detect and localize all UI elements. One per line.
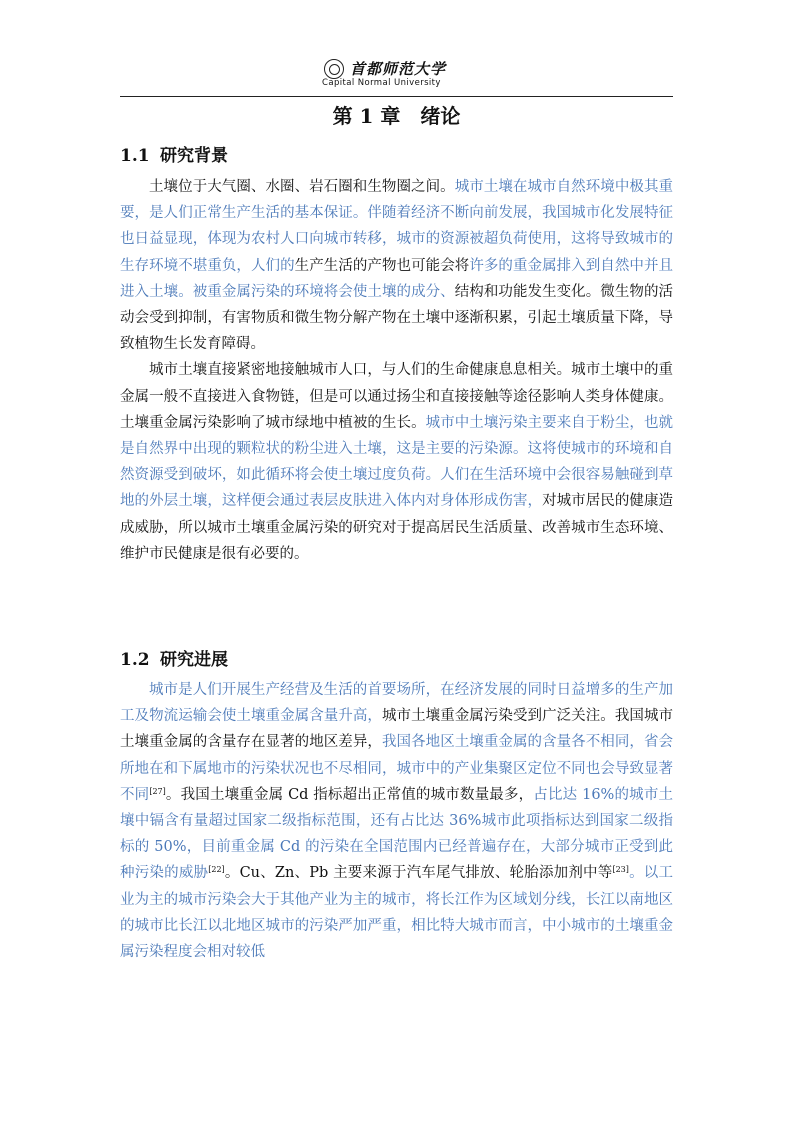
section-1-2-body	[120, 677, 673, 965]
text-run: 对城市居民的健康造成威胁，所以城市土壤重金属污染的研究对于提高居民生活质量、改善城市生态环境、维护市民健康是很有必要的。	[120, 493, 674, 562]
highlighted-text-run: 城市土壤在城市自然环境中极其重要，是人们正常生产生活的基本保证。伴随着经济不断向前发展，我国城市化发展特征也日益显现，体现为农村人口向城市转移，城市的资源被超负荷使用，这将导致城市的生存环境不堪重负，人们的	[120, 179, 674, 274]
citation-ref[interactable]: [23]	[612, 865, 629, 875]
text-run: 结构和功能发生变化。微生物的活动会受到抑制，有害物质和微生物分解产物在土壤中逐渐积累，引起土壤质量下降，导致植物生长发育障碍。	[120, 283, 674, 353]
paragraph	[120, 174, 673, 357]
citation-ref[interactable]: [27]	[149, 786, 166, 796]
highlighted-text-run: 。以工业为主的城市污染会大于其他产业为主的城市，将长江作为区域划分线，长江以南地区的城市比长江以北地区城市的污染严加严重，相比特大城市而言，中小城市的土壤重金属污染程度会相对较低	[120, 865, 674, 961]
university-seal-icon	[324, 59, 344, 79]
text-run: 生产生活的产物也可能会将	[294, 257, 470, 274]
section-heading-1-2	[120, 645, 228, 670]
header-rule	[120, 96, 673, 97]
citation-ref[interactable]: [22]	[208, 865, 225, 875]
university-name-en: Capital Normal University	[322, 78, 441, 88]
section-number: 1.1	[120, 146, 150, 166]
highlighted-text-run: 城市是人们开展生产经营及生活的首要场所，在经济发展的同时日益增多的生产加工及物流运输会使土壤重金属含量升高，	[120, 682, 673, 725]
highlighted-text-run: 许多的重金属排入到自然中并且进入土壤。被重金属污染的环境将会使土壤的成分、	[120, 257, 674, 300]
section-number: 1.2	[120, 650, 150, 670]
paragraph	[120, 357, 673, 567]
section-heading-1-1	[120, 141, 228, 166]
page-header	[120, 56, 673, 96]
highlighted-text-run: 城市中土壤污染主要来自于粉尘，也就是自然界中出现的颗粒状的粉尘进入土壤，这是主要的污染源。这将使城市的环境和自然资源受到破坏，如此循环将会使土壤过度负荷。人们在生活环境中会很容易触碰到草地的外层土壤，这样便会通过表层皮肤进入体内对身体形成伤害，	[120, 414, 674, 510]
text-run: 。我国土壤重金属 Cd 指标超出正常值的城市数量最多，	[165, 786, 534, 803]
chapter-title: 第 1 章 绪论	[332, 104, 461, 128]
section-1-1-body	[120, 174, 673, 567]
text-run: 土壤位于大气圈、水圈、岩石圈和生物圈之间。	[149, 179, 455, 195]
highlighted-text-run: 我国各地区土壤重金属的含量各不相同，省会所地在和下属地市的污染状况也不尽相同，城市中的产业集聚区定位不同也会导致显著不同	[120, 734, 674, 803]
section-title: 研究进展	[160, 650, 228, 670]
university-logo	[324, 58, 474, 94]
paragraph	[120, 677, 673, 965]
highlighted-text-run: 占比达 16%的城市土壤中镉含有量超过国家二级指标范围，还有占比达 36%城市此项指标达到国家二级指标的 50%，目前重金属 Cd 的污染在全国范围内已经普遍存在，大部分城市正受到此种污染的威胁	[120, 786, 673, 882]
text-run: 。Cu、Zn、Pb 主要来源于汽车尾气排放、轮胎添加剂中等	[224, 865, 613, 882]
section-title: 研究背景	[160, 146, 228, 166]
text-run: 城市土壤直接紧密地接触城市人口，与人们的生命健康息息相关。城市土壤中的重金属一般不直接进入食物链，但是可以通过扬尘和直接接触等途径影响人类身体健康。土壤重金属污染影响了城市绿地中植被的生长。	[120, 362, 673, 431]
university-name-cn: 首都师范大学	[350, 60, 447, 78]
text-run: 城市土壤重金属污染受到广泛关注。我国城市土壤重金属的含量存在显著的地区差异，	[120, 708, 674, 751]
